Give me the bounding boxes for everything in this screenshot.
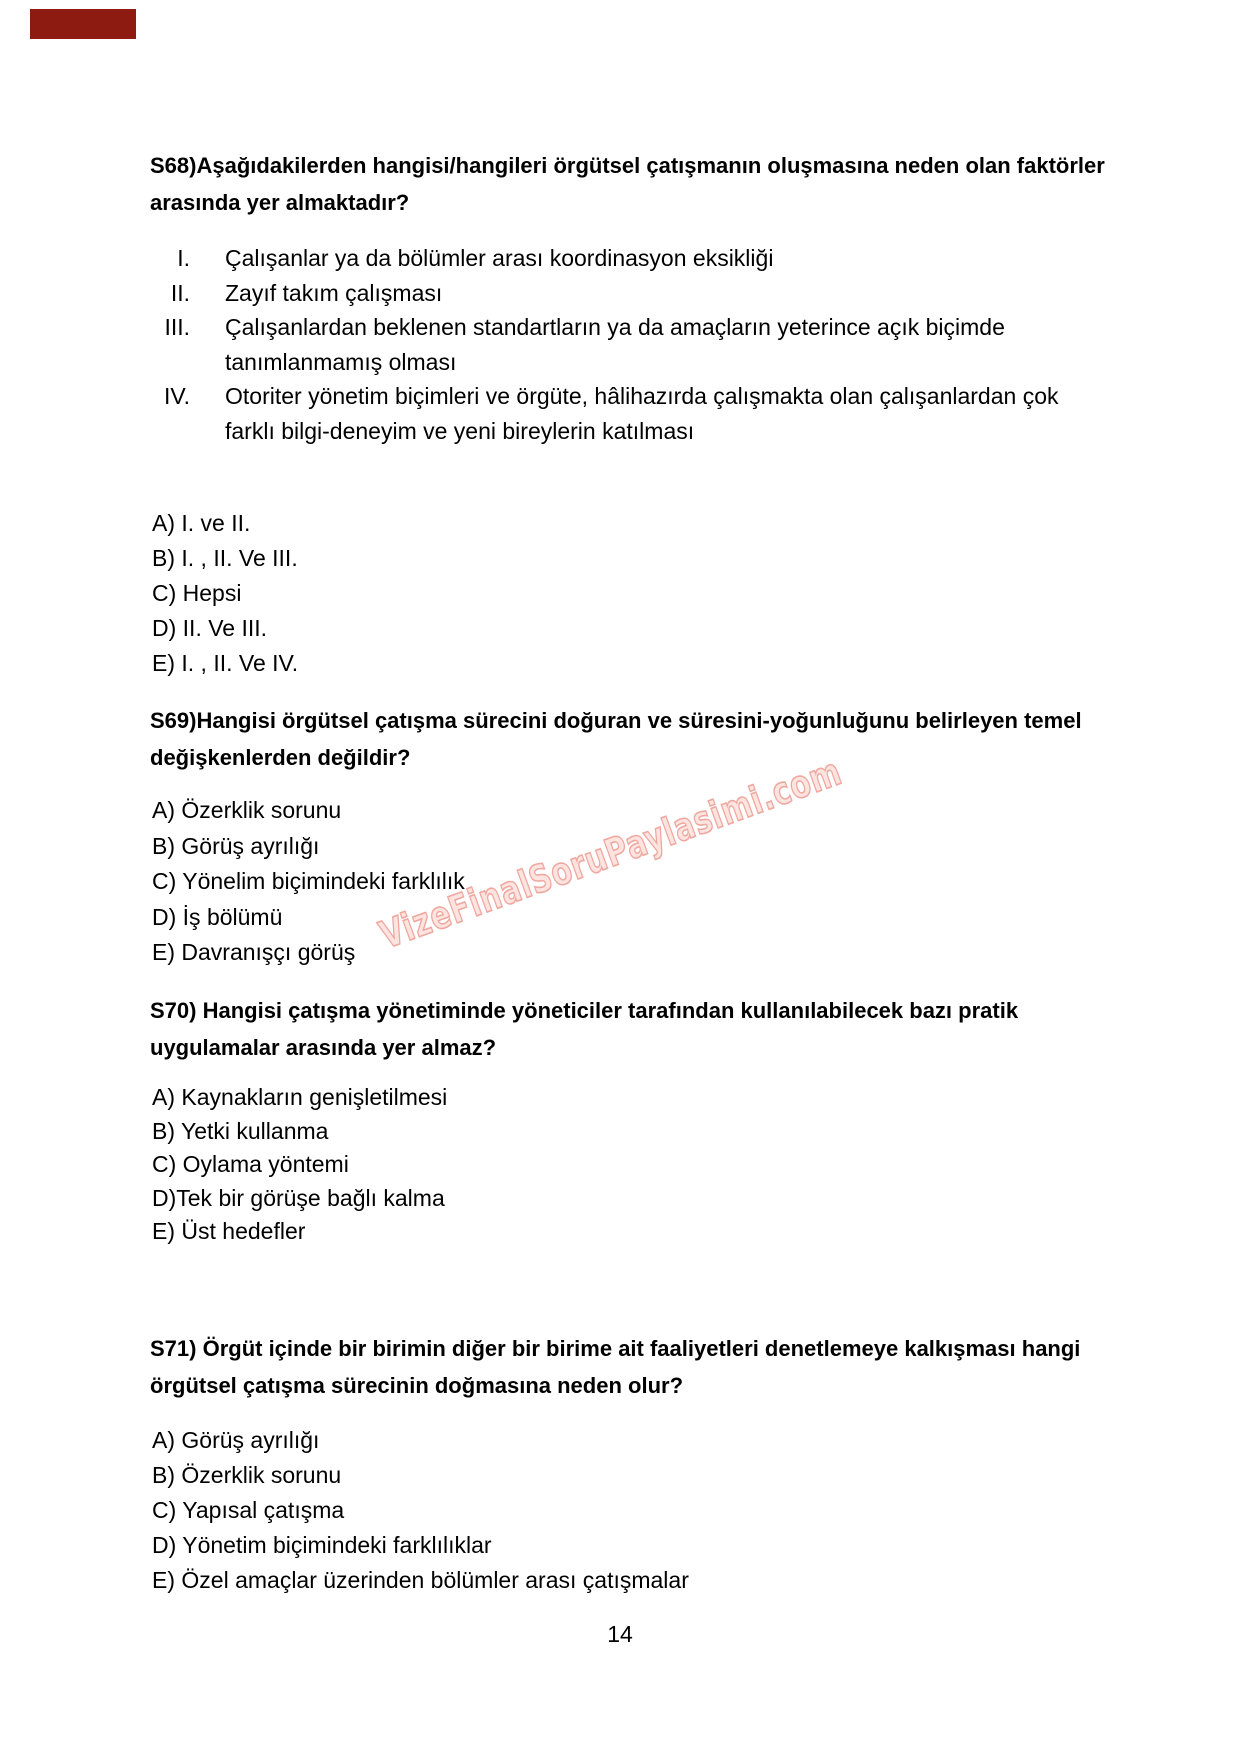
list-item-text-line-1: Çalışanlardan beklenen standartların ya da amaçların yeterince açık biçimde: [225, 314, 1005, 340]
option-b: B) Görüş ayrılığı: [152, 832, 320, 859]
option-b: B) Yetki kullanma: [152, 1117, 329, 1144]
list-item-text-line-2: farklı bilgi-deneyim ve yeni bireylerin katılması: [225, 417, 695, 444]
question-s70-options: [152, 1081, 447, 1249]
redaction-bar: [30, 9, 136, 39]
site-watermark: VizeFinalSoruPaylasimi.com: [374, 749, 848, 958]
option-e: E) Üst hedefler: [152, 1218, 306, 1244]
list-item: [150, 379, 1059, 448]
list-item-text: Zayıf takım çalışması: [225, 279, 443, 306]
list-item-numeral: IV.: [163, 383, 190, 409]
option-b: B) I. , II. Ve III.: [152, 545, 298, 571]
question-s69-title: [150, 702, 1082, 776]
question-s69-title-line-1: S69)Hangisi örgütsel çatışma sürecini doğuran ve süresini-yoğunluğunu belirleyen temel: [150, 708, 1082, 733]
list-item: [150, 241, 1059, 276]
option-a: A) Görüş ayrılığı: [152, 1427, 320, 1453]
list-item-numeral: I.: [177, 245, 190, 271]
option-c: C) Yönelim biçimindeki farklılık: [152, 868, 465, 894]
option-a: A) I. ve II.: [152, 510, 251, 536]
option-a: A) Kaynakların genişletilmesi: [152, 1084, 448, 1110]
page-number: 14: [607, 1621, 633, 1647]
question-s71-title: [150, 1330, 1080, 1404]
list-item-text-line-2: tanımlanmamış olması: [225, 348, 457, 375]
option-d: D) İş bölümü: [152, 903, 283, 930]
question-s69-title-line-2: değişkenlerden değildir?: [150, 745, 411, 770]
list-item-numeral: II.: [170, 279, 190, 306]
list-item-numeral: III.: [164, 314, 190, 340]
question-s70-title: [150, 992, 1018, 1066]
list-item-text-line-1: Otoriter yönetim biçimleri ve örgüte, hâlihazırda çalışmakta olan çalışanlardan çok: [225, 383, 1059, 409]
question-s68-title-line-1: S68)Aşağıdakilerden hangisi/hangileri örgütsel çatışmanın oluşmasına neden olan faktörler: [150, 153, 1105, 178]
option-d: D) Yönetim biçimindeki farklılıklar: [152, 1532, 492, 1558]
option-c: C) Oylama yöntemi: [152, 1151, 349, 1177]
option-c: C) Hepsi: [152, 580, 242, 606]
question-s71-title-line-2: örgütsel çatışma sürecinin doğmasına neden olur?: [150, 1373, 684, 1398]
list-item-text: [225, 310, 1005, 379]
list-item: [150, 310, 1059, 379]
option-d: D) II. Ve III.: [152, 615, 268, 641]
option-b: B) Özerklik sorunu: [152, 1462, 342, 1488]
question-s68-title: [150, 147, 1105, 221]
question-s71-options: [152, 1423, 689, 1598]
question-s68-options: [152, 506, 298, 681]
list-item-text: [225, 379, 1059, 448]
question-s69-options: [152, 793, 465, 971]
question-s71-title-line-1: S71) Örgüt içinde bir birimin diğer bir birime ait faaliyetleri denetlemeye kalkışması hangi: [150, 1336, 1081, 1361]
question-s68-title-line-2: arasında yer almaktadır?: [150, 190, 410, 215]
list-item-text: Çalışanlar ya da bölümler arası koordinasyon eksikliği: [225, 245, 774, 271]
option-a: A) Özerklik sorunu: [152, 797, 342, 823]
option-e: E) Özel amaçlar üzerinden bölümler arası çatışmalar: [152, 1567, 689, 1593]
option-e: E) I. , II. Ve IV.: [152, 650, 299, 676]
question-s68-roman-list: [150, 241, 1059, 448]
option-e: E) Davranışçı görüş: [152, 939, 356, 965]
option-d: D)Tek bir görüşe bağlı kalma: [152, 1184, 445, 1211]
question-s70-title-line-2: uygulamalar arasında yer almaz?: [150, 1035, 497, 1060]
option-c: C) Yapısal çatışma: [152, 1497, 345, 1523]
list-item: [150, 276, 1059, 311]
question-s70-title-line-1: S70) Hangisi çatışma yönetiminde yöneticiler tarafından kullanılabilecek bazı pratik: [150, 998, 1019, 1023]
